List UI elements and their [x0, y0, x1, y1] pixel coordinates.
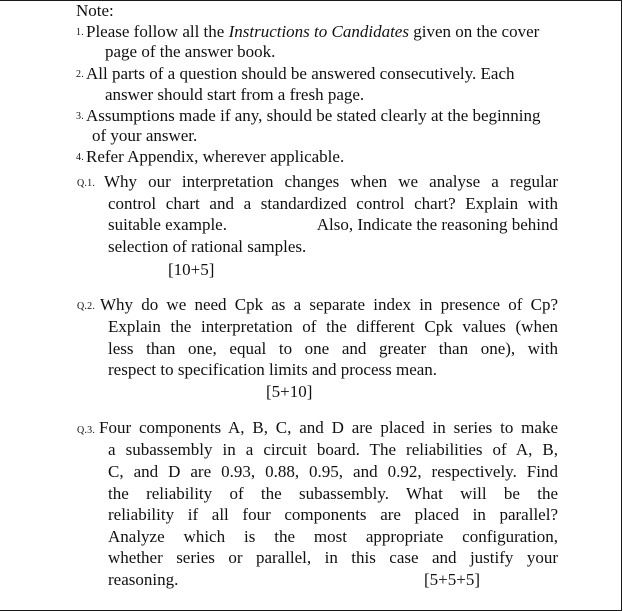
instruction-text-cont: answer should start from a fresh page. — [105, 85, 365, 104]
marks-label: [5+10] — [266, 382, 313, 401]
question-number: Q.1. — [77, 178, 96, 189]
question-line: respect to specification limits and process mean. — [108, 360, 438, 379]
instruction-number: 3. — [76, 111, 84, 122]
marks-label: [10+5] — [168, 260, 215, 279]
instruction-text: Assumptions made if any, should be stated clearly at the beginning — [86, 106, 541, 125]
question-line: the reliability of the subassembly. What will be the — [108, 484, 558, 503]
question-line: reliability if all four components are placed in parallel? — [108, 505, 558, 524]
instruction-text-cont: of your answer. — [92, 126, 198, 145]
question-line: selection of rational samples. — [108, 237, 307, 256]
instruction-text-cont: page of the answer book. — [105, 42, 276, 61]
question-line: C, and D are 0.93, 0.88, 0.95, and 0.92, respectively. Find — [108, 462, 558, 481]
instruction-number: 4. — [76, 152, 84, 163]
question-line: Why do we need Cpk as a separate index in presence of Cp? — [100, 295, 558, 314]
marks-label: [5+5+5] — [424, 570, 480, 589]
question-line: suitable example. Also, Indicate the reasoning behind — [108, 215, 558, 234]
question-line: Why our interpretation changes when we analyse a regular — [104, 172, 558, 191]
question-number: Q.3. — [77, 425, 96, 436]
instruction-text: All parts of a question should be answered consecutively. Each — [86, 64, 515, 83]
note-heading: Note: — [76, 1, 114, 20]
question-line: Analyze which is the most appropriate configuration, — [108, 527, 558, 546]
question-line: a subassembly in a circuit board. The reliabilities of A, B, — [108, 440, 558, 459]
instruction-text: Please follow all the Instructions to Candidates given on the cover — [86, 22, 540, 41]
instruction-number: 1. — [76, 27, 84, 38]
question-number: Q.2. — [77, 301, 96, 312]
instruction-text: Refer Appendix, wherever applicable. — [86, 147, 345, 166]
question-line: control chart and a standardized control chart? Explain with — [108, 194, 558, 213]
instructions-title-italic: Instructions to Candidates — [228, 22, 409, 41]
question-line: Explain the interpretation of the different Cpk values (when — [108, 317, 558, 336]
question-line: whether series or parallel, in this case and justify your — [108, 548, 558, 567]
question-line: reasoning. — [108, 570, 179, 589]
question-line: less than one, equal to one and greater than one), with — [108, 339, 558, 358]
instruction-number: 2. — [76, 69, 84, 80]
question-line: Four components A, B, C, and D are placed in series to make — [99, 418, 558, 437]
